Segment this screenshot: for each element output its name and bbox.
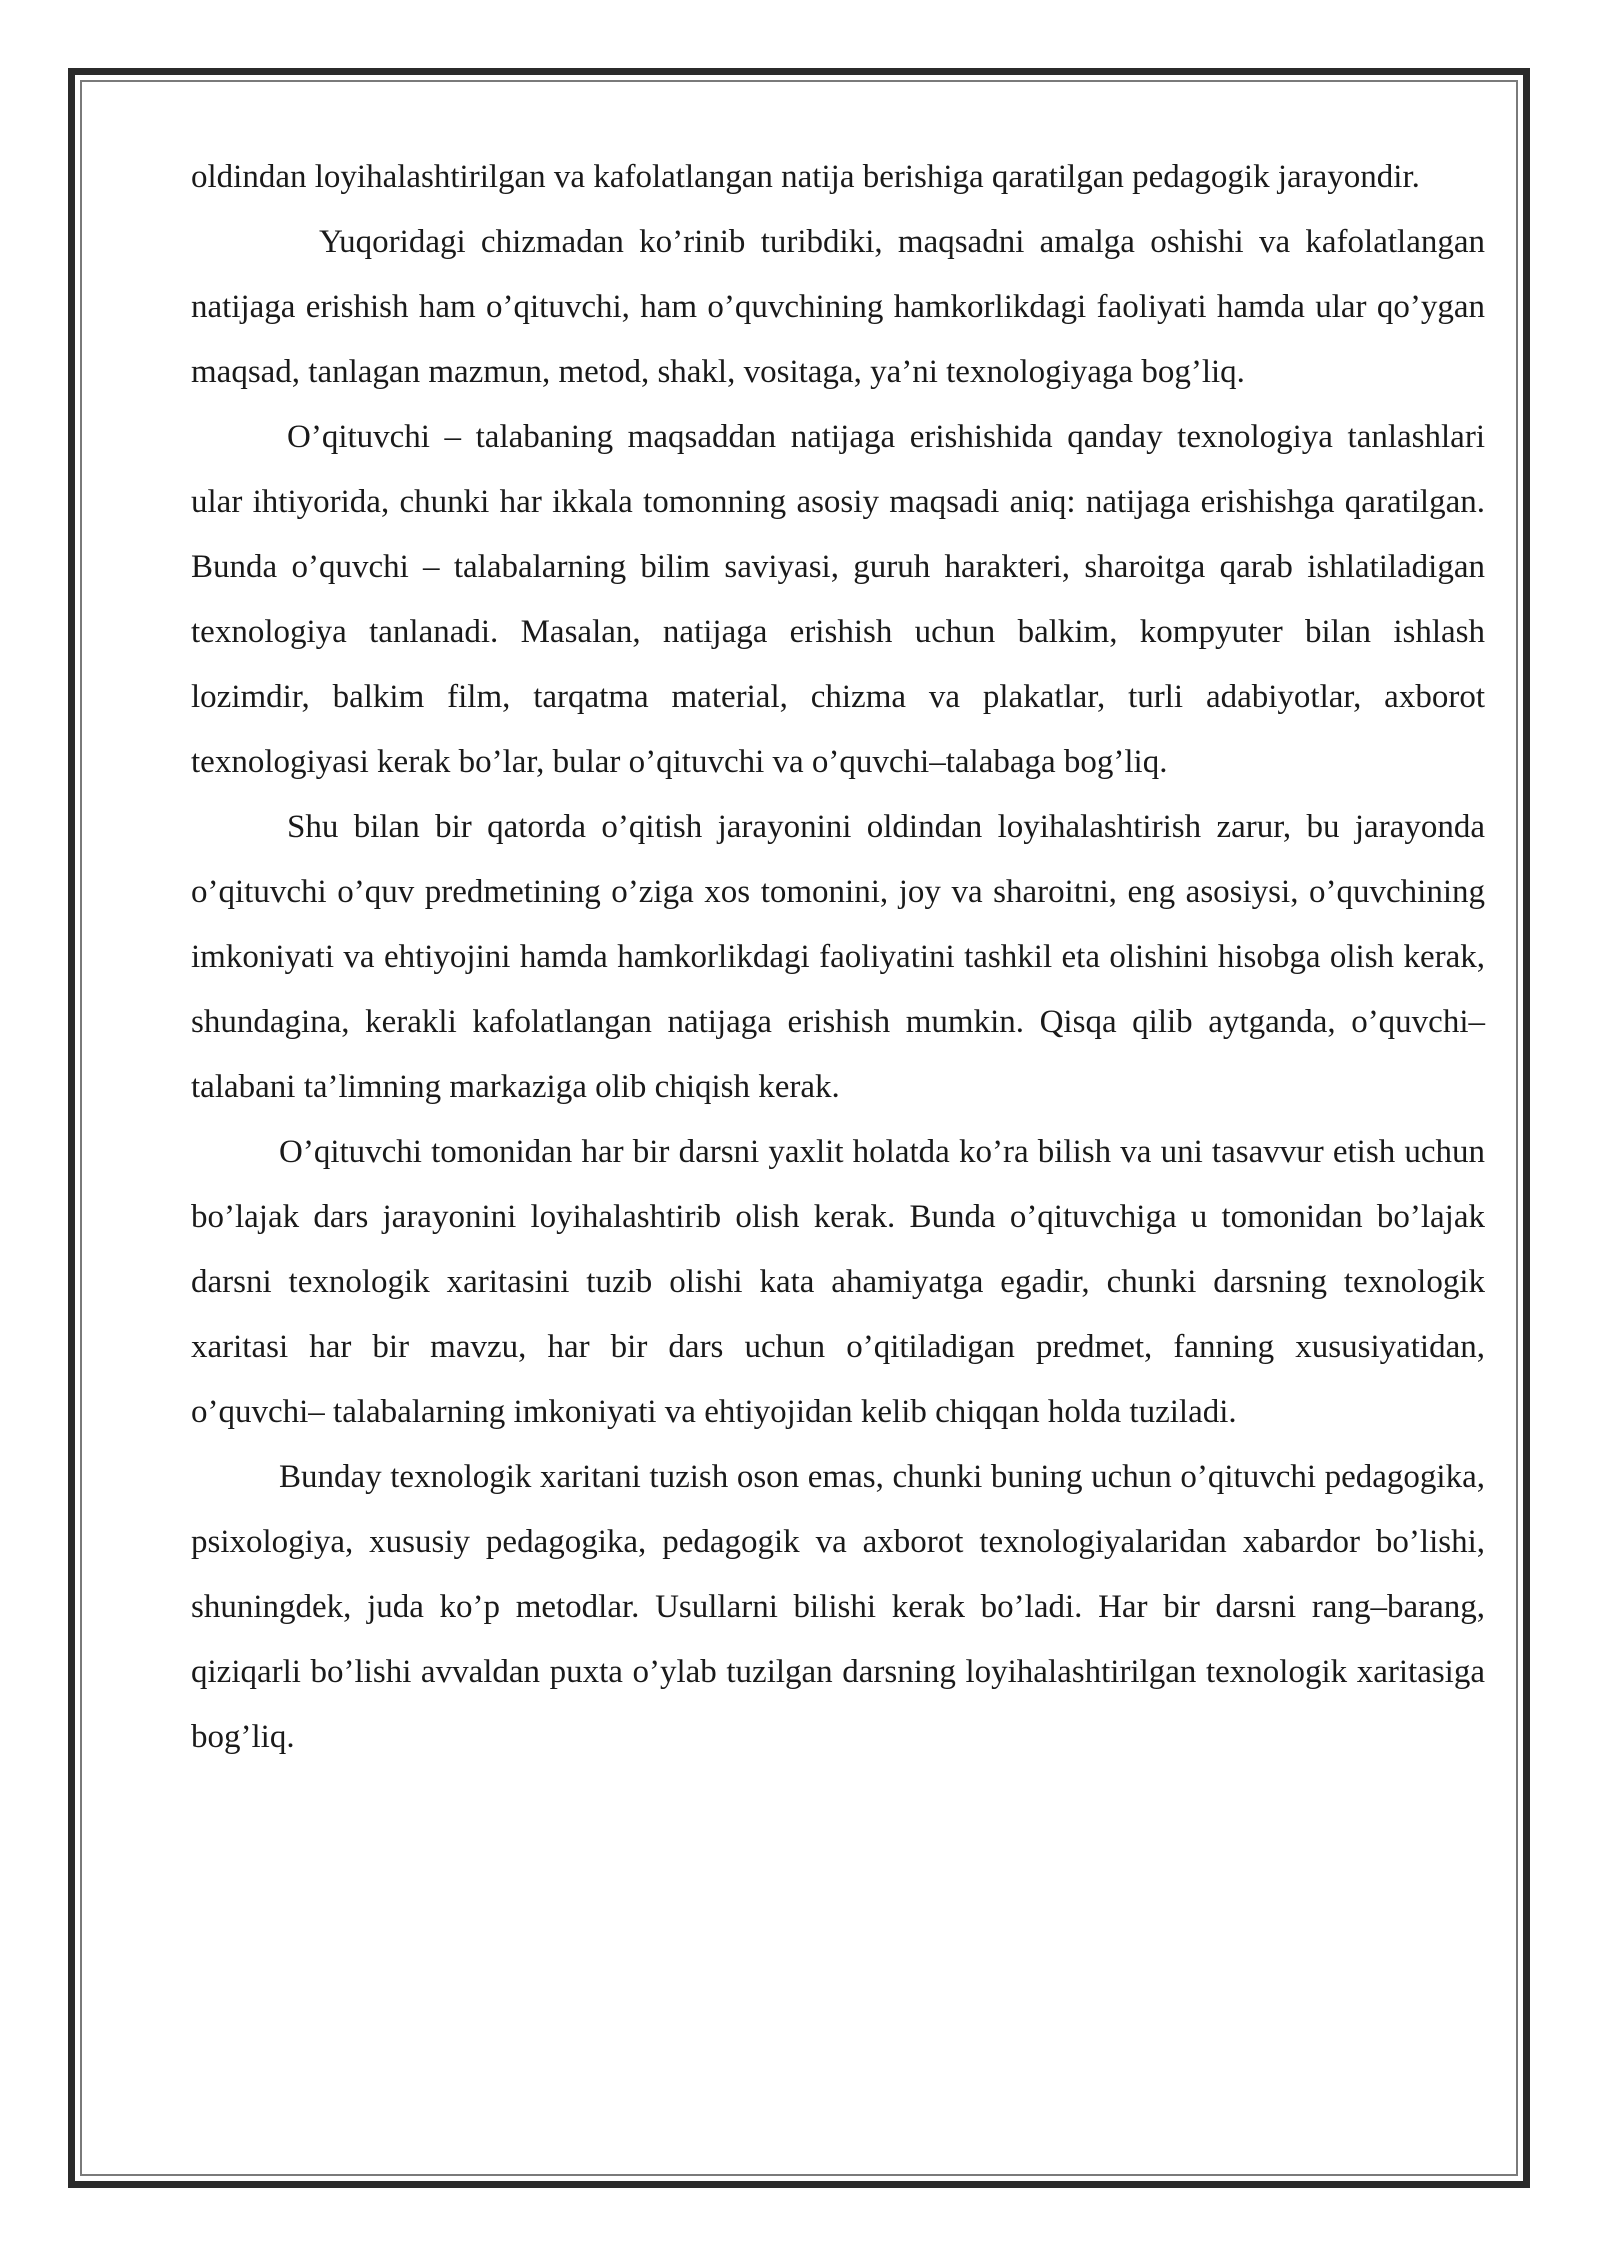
paragraph-4: Shu bilan bir qatorda o’qitish jarayonini oldindan loyihalashtirish zarur, bu jarayonda o’qituvchi o’quv predmetining o’ziga xos tomonini, joy va sharoitni, eng asosiysi, o’quvchining imkoniyati va ehtiyojini hamda hamkorlikdagi faoliyatini tashkil eta olishini hisobga olish kerak, shundagina, kerakli kafolatlangan natijaga erishish mumkin. Qisqa qilib aytganda, o’quvchi– talabani ta’limning markaziga olib chiqish kerak.: [191, 809, 1485, 1105]
paragraph-3: O’qituvchi – talabaning maqsaddan natijaga erishishida qanday texnologiya tanlashlari ular ihtiyorida, chunki har ikkala tomonning asosiy maqsadi aniq: natijaga erishishga qaratilgan. Bunda o’quvchi – talabalarning bilim saviyasi, guruh harakteri, sharoitga qarab ishlatiladigan texnologiya tanlanadi. Masalan, natijaga erishish uchun balkim, kompyuter bilan ishlash lozimdir, balkim film, tarqatma material, chizma va plakatlar, turli adabiyotlar, axborot texnologiyasi kerak bo’lar, bular o’qituvchi va o’quvchi–talabaga bog’liq.: [191, 419, 1485, 780]
document-body: [191, 145, 1485, 1770]
paragraph-6: Bunday texnologik xaritani tuzish oson emas, chunki buning uchun o’qituvchi pedagogika, psixologiya, xususiy pedagogika, pedagogik va axborot texnologiyalaridan xabardor bo’lishi, shuningdek, juda ko’p metodlar. Usullarni bilishi kerak bo’ladi. Har bir darsni rang–barang, qiziqarli bo’lishi avvaldan puxta o’ylab tuzilgan darsning loyihalashtirilgan texnologik xaritasiga bog’liq.: [191, 1459, 1485, 1755]
paragraph-2: Yuqoridagi chizmadan ko’rinib turibdiki, maqsadni amalga oshishi va kafolatlangan natijaga erishish ham o’qituvchi, ham o’quvchining hamkorlikdagi faoliyati hamda ular qo’ygan maqsad, tanlagan mazmun, metod, shakl, vositaga, ya’ni texnologiyaga bog’liq.: [191, 224, 1485, 390]
paragraph-5: O’qituvchi tomonidan har bir darsni yaxlit holatda ko’ra bilish va uni tasavvur etish uchun bo’lajak dars jarayonini loyihalashtirib olish kerak. Bunda o’qituvchiga u tomonidan bo’lajak darsni texnologik xaritasini tuzib olishi kata ahamiyatga egadir, chunki darsning texnologik xaritasi har bir mavzu, har bir dars uchun o’qitiladigan predmet, fanning xususiyatidan, o’quvchi– talabalarning imkoniyati va ehtiyojidan kelib chiqqan holda tuziladi.: [191, 1134, 1485, 1430]
paragraph-1: oldindan loyihalashtirilgan va kafolatlangan natija berishiga qaratilgan pedagogik jarayondir.: [191, 159, 1420, 195]
